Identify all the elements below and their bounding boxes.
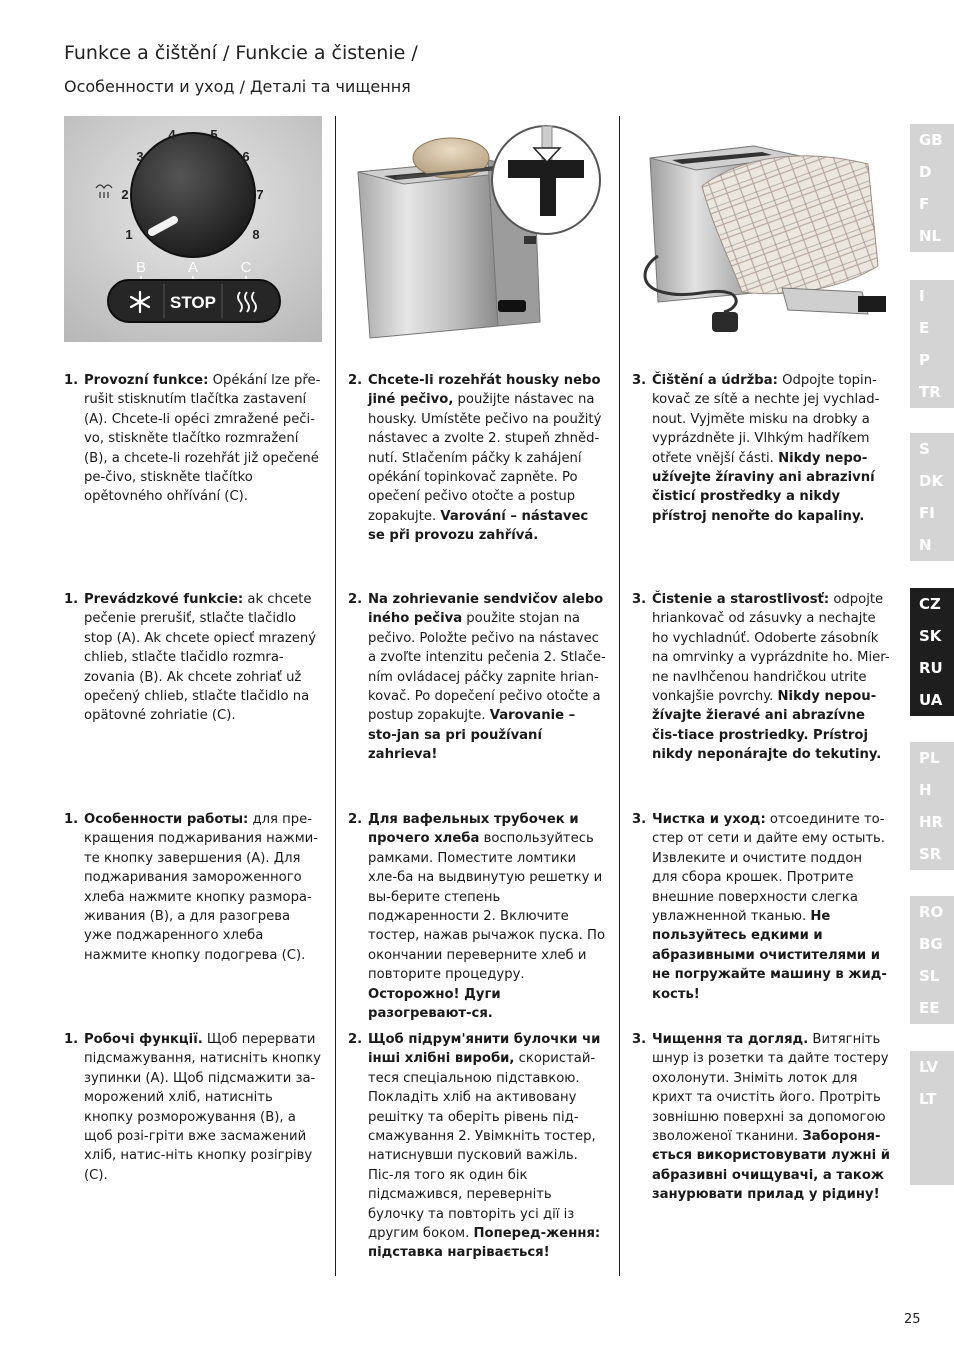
dial-number: 5 xyxy=(210,127,218,142)
label-c: C xyxy=(240,259,252,276)
lang-tab[interactable]: TR xyxy=(919,383,941,401)
item-lead: Čistenie a starostlivosť: xyxy=(652,592,830,607)
sk-item-1 xyxy=(64,590,322,726)
lang-group-pl[interactable] xyxy=(910,742,954,870)
lang-tab[interactable]: F xyxy=(919,195,930,213)
item-warning: Забороня-ється використовувати лужні й абразивні очищувачі, а також занурювати прилад у рідину! xyxy=(652,1129,890,1203)
lang-tab[interactable]: RO xyxy=(919,903,944,921)
item-warning: Varovanie – sto-jan sa pri používaní zahrieva! xyxy=(368,708,576,763)
item-lead: Особенности работы: xyxy=(84,812,249,827)
item-lead: Prevádzkové funkcie: xyxy=(84,592,244,607)
lang-tab[interactable]: HR xyxy=(919,813,944,831)
lang-tab[interactable]: PL xyxy=(919,749,940,767)
page-number: 25 xyxy=(904,1312,921,1327)
lang-tab[interactable]: EE xyxy=(919,999,940,1017)
item-number: 1. xyxy=(64,1032,79,1047)
lang-group-it[interactable] xyxy=(910,280,954,408)
lang-group-se[interactable] xyxy=(910,433,954,561)
lang-tab[interactable]: SL xyxy=(919,967,940,985)
item-warning: Осторожно! Дуги разогревают-ся. xyxy=(368,986,501,1022)
dial-number: 3 xyxy=(136,149,144,164)
lang-tab[interactable]: LT xyxy=(919,1090,937,1108)
item-warning: Nikdy nepo-užívejte žíraviny ani abrazivní čisticí prostředky a nikdy přístroj nenořte do kapaliny. xyxy=(652,450,875,524)
item-lead: Робочі функції. xyxy=(84,1032,203,1047)
column-divider-1 xyxy=(335,116,336,1276)
item-text: Щоб перервати підсмажування, натисніть кнопку зупинки (A). Щоб підсмажити за-морожений хліб, натисніть кнопку розморожування (B), а щоб розі-гріти вже засмажений хліб, натис-ніть кнопку розігріву (C). xyxy=(84,1032,321,1183)
item-text: použite stojan na pečivo. Položte pečivo na nástavec a zvoľte intenzitu pečenia 2. Stlače-ním ovládacej páčky zapnite hrian-kovač. Po dopečení pečivo otočte a postup zopakujte. xyxy=(368,611,606,724)
lang-tab[interactable]: CZ xyxy=(919,595,941,613)
cz-item-2 xyxy=(348,371,606,546)
item-number: 2. xyxy=(348,373,363,388)
item-lead: Provozní funkce: xyxy=(84,373,209,388)
item-text: Odpojte topin-kovač ze sítě a nechte jej vychlad-nout. Vyjměte misku na drobky a vyprázdněte ji. Vlhkým hadříkem otřete vnější části. xyxy=(652,373,880,466)
item-lead: Для вафельных трубочек и прочего хлеба xyxy=(368,812,579,847)
dial-number: 4 xyxy=(168,127,176,142)
lang-tab[interactable]: I xyxy=(919,287,925,305)
item-warning: Не пользуйтесь едкими и абразивными очистителями и не погружайте машину в жид-кость! xyxy=(652,909,887,1002)
item-text: скористай-теся спеціальною підставкою. Покладіть хліб на активовану решітку та оберіть рівень під-смажування 2. Увімкніть тостер, натиснувши пусковий важіль. Піс-ля того як один бік підсмажився, переверніть булочку та повторіть усі дії із другим боком. xyxy=(368,1051,596,1242)
item-lead: Чистка и уход: xyxy=(652,812,766,827)
item-text: Opékání lze pře-rušit stisknutím tlačítka zastavení (A). Chcete-li opéci zmražené peči-vo, stiskněte tlačítko rozmražení (B), a chcete-li rozehřát již opečené pe-čivo, stiskněte tlačítko opětovného ohřívání (C). xyxy=(84,373,321,505)
item-text: воспользуйтесь рамками. Поместите ломтики хле-ба на выдвинутую решетку и вы-берите степень поджаренности 2. Включите тостер, нажав рычажок пуска. По окончании переверните хлеб и повторите процедуру. xyxy=(368,831,606,983)
label-a: A xyxy=(187,259,199,276)
item-text: odpojte hriankovač od zásuvky a nechajte ho vychladnúť. Odoberte zásobník na omrvinky a vyprázdnite ho. Mier-ne navlhčenou handričkou utrite vonkajšie povrchy. xyxy=(652,592,890,705)
ua-item-1 xyxy=(64,1030,322,1185)
item-number: 2. xyxy=(348,1032,363,1047)
dial-number: 7 xyxy=(256,187,264,202)
item-number: 3. xyxy=(632,592,647,607)
item-number: 3. xyxy=(632,1032,647,1047)
sk-item-2 xyxy=(348,590,606,765)
cz-item-3 xyxy=(632,371,890,526)
dial-number: 8 xyxy=(252,227,260,242)
item-text: отсоедините то-стер от сети и дайте ему остыть. Извлеките и очистите поддон для сбора крошек. Протрите внешние поверхности слегка увлажненной тканью. xyxy=(652,812,885,925)
lang-tab[interactable]: FI xyxy=(919,504,935,522)
lang-tab[interactable]: H xyxy=(919,781,932,799)
item-warning: Поперед-ження: підставка нагрівається! xyxy=(368,1226,601,1261)
item-warning: Nikdy nepou-žívajte žieravé ani abrazívne čis-tiace prostriedky. Prístroj nikdy neponárajte do tekutiny. xyxy=(652,689,882,763)
lang-tab[interactable]: N xyxy=(919,536,932,554)
page-subtitle: Особенности и уход / Деталі та чищення xyxy=(64,77,411,96)
item-text: použijte nástavec na housky. Umístěte pečivo na použitý nástavec a zvolte 2. stupeň zhněd-nutí. Stlačením páčky k zahájení opékání topinkovač zapněte. Po opečení pečivo otočte a postup zopakujte. xyxy=(368,392,602,524)
lang-group-ro[interactable] xyxy=(910,896,954,1024)
lang-tab[interactable]: E xyxy=(919,319,930,337)
lang-tab[interactable]: DK xyxy=(919,472,944,490)
control-panel-image xyxy=(64,116,322,342)
toaster-cleaning-image xyxy=(632,116,890,342)
item-number: 2. xyxy=(348,592,363,607)
lang-tab[interactable]: SK xyxy=(919,627,942,645)
lang-group-gb[interactable] xyxy=(910,124,954,252)
column-divider-2 xyxy=(619,116,620,1276)
lang-tab[interactable]: NL xyxy=(919,227,942,245)
lang-group-cz-active[interactable] xyxy=(910,588,954,716)
ru-item-2 xyxy=(348,810,606,1023)
lang-tab[interactable]: BG xyxy=(919,935,943,953)
ua-item-3 xyxy=(632,1030,890,1205)
item-lead: Щоб підрум'янити булочки чи інші хлібні вироби, xyxy=(368,1032,601,1067)
item-number: 2. xyxy=(348,812,363,827)
item-number: 1. xyxy=(64,592,79,607)
item-number: 1. xyxy=(64,812,79,827)
lang-tab[interactable]: UA xyxy=(919,691,943,709)
item-text: ak chcete pečenie prerušiť, stlačte tlačidlo stop (A). Ak chcete opiecť mrazený chlieb, stlačte tlačidlo rozmra-zovania (B). Ak chcete zohriať už opečený chlieb, stlačte tlačidlo na opätovné zohriatie (C). xyxy=(84,592,317,724)
label-b: B xyxy=(135,259,147,276)
lang-group-lv[interactable] xyxy=(910,1051,954,1185)
lang-tab[interactable]: GB xyxy=(919,131,943,149)
item-number: 3. xyxy=(632,812,647,827)
item-warning: Varování – nástavec se při provozu zahřívá. xyxy=(368,508,589,544)
item-lead: Na zohrievanie sendvičov alebo iného pečiva xyxy=(368,592,604,627)
item-lead: Чищення та догляд. xyxy=(652,1032,809,1047)
dial-number: 6 xyxy=(242,149,250,164)
cz-item-1 xyxy=(64,371,322,507)
lang-tab[interactable]: SR xyxy=(919,845,942,863)
ua-item-2 xyxy=(348,1030,606,1263)
item-number: 3. xyxy=(632,373,647,388)
item-text: Витягніть шнур із розетки та дайте тостеру охолонути. Зніміть лоток для крихт та очистіть його. Протріть зовнішню поверхні за допомогою зволоженої тканини. xyxy=(652,1032,889,1145)
page-title: Funkce a čištění / Funkcie a čistenie / xyxy=(64,42,418,64)
ru-item-1 xyxy=(64,810,322,965)
item-text: для пре-кращения поджаривания нажми-те кнопку завершения (A). Для поджаривания замороженного хлеба нажмите кнопку размора-живания (B), а для разогрева уже поджаренного хлеба нажмите кнопку подогрева (C). xyxy=(84,812,319,963)
lang-tab[interactable]: D xyxy=(919,163,932,181)
dial-number: 1 xyxy=(125,227,133,242)
stop-label: STOP xyxy=(170,293,216,312)
ru-item-3 xyxy=(632,810,890,1004)
lang-tab[interactable]: LV xyxy=(919,1058,939,1076)
lang-tab[interactable]: S xyxy=(919,440,930,458)
item-lead: Čištění a údržba: xyxy=(652,373,778,388)
dial-number: 2 xyxy=(121,187,129,202)
lang-tab[interactable]: P xyxy=(919,351,930,369)
lang-tab[interactable]: RU xyxy=(919,659,943,677)
toaster-bun-warmer-image xyxy=(348,116,606,342)
sk-item-3 xyxy=(632,590,890,765)
item-number: 1. xyxy=(64,373,79,388)
item-lead: Chcete-li rozehřát housky nebo jiné pečivo, xyxy=(368,373,601,408)
